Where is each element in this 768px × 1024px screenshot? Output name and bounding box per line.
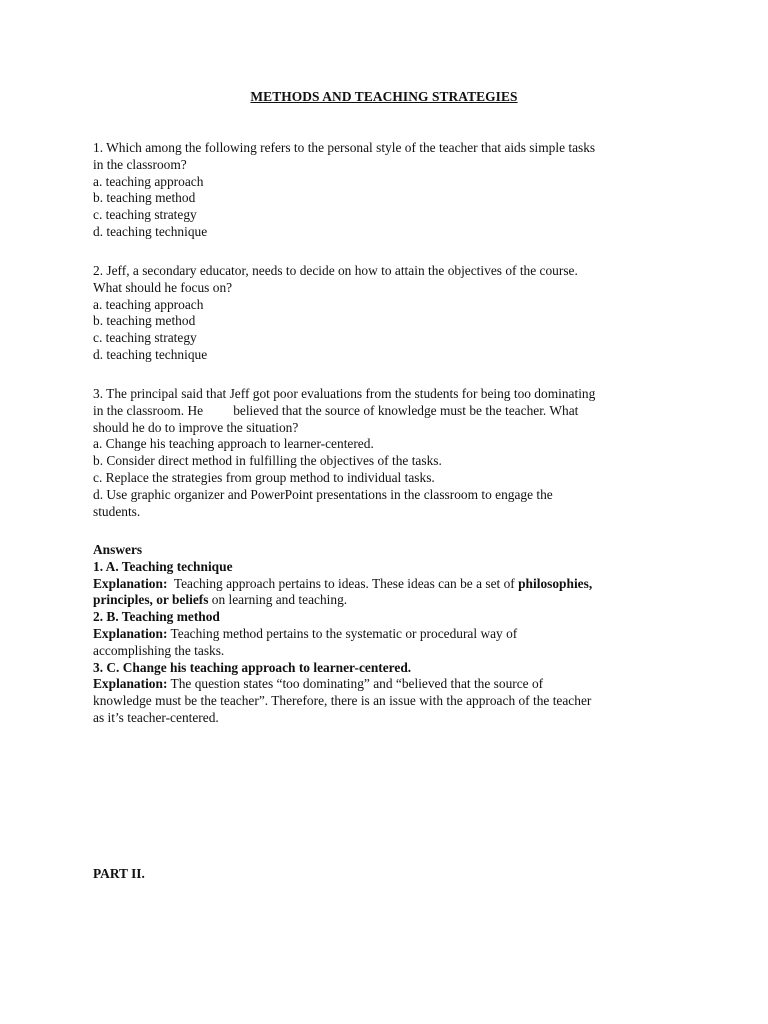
- question-2-option-c: c. teaching strategy: [93, 330, 197, 346]
- question-3-text-line-1: 3. The principal said that Jeff got poor evaluations from the students for being too dominating: [93, 386, 596, 401]
- question-2-text-line-1: 2. Jeff, a secondary educator, needs to decide on how to attain the objectives of the course.: [93, 263, 578, 278]
- question-2-option-a: a. teaching approach: [93, 296, 204, 312]
- question-3-option-d: d. Use graphic organizer and PowerPoint presentations in the classroom to engage the: [93, 486, 553, 502]
- question-3-option-b: b. Consider direct method in fulfilling the objectives of the tasks.: [93, 453, 442, 469]
- document-title: METHODS AND TEACHING STRATEGIES: [250, 89, 518, 104]
- explanation-text: The question states “too dominating” and “believed that the source of: [167, 676, 544, 692]
- explanation-2-line-2: accomplishing the tasks.: [93, 642, 225, 658]
- answer-2: 2. B. Teaching method: [93, 609, 220, 625]
- question-2-option-b: b. teaching method: [93, 313, 196, 329]
- explanation-text: Teaching method pertains to the systematic or procedural way of: [167, 625, 518, 641]
- explanation-text: on learning and teaching.: [208, 592, 348, 608]
- question-1: [93, 140, 683, 241]
- explanation-emphasis: philosophies,: [518, 575, 593, 591]
- explanation-label: Explanation:: [93, 625, 168, 641]
- question-3-option-d-continued: students.: [93, 503, 141, 519]
- question-1-option-b: b. teaching method: [93, 190, 196, 206]
- question-1-text-line-1: 1. Which among the following refers to the personal style of the teacher that aids simple tasks: [93, 140, 596, 155]
- explanation-3-line-3: as it’s teacher-centered.: [93, 709, 219, 725]
- explanation-emphasis: principles, or beliefs: [93, 592, 209, 608]
- answers-heading: Answers: [93, 542, 143, 557]
- explanation-1-line-1: [93, 576, 683, 593]
- question-3-option-c: c. Replace the strategies from group method to individual tasks.: [93, 469, 435, 485]
- answer-3: 3. C. Change his teaching approach to learner-centered.: [93, 659, 412, 675]
- explanation-1-line-2: [93, 592, 683, 609]
- explanation-text: Teaching approach pertains to ideas. These ideas can be a set of: [167, 575, 519, 591]
- explanation-label: Explanation:: [93, 676, 168, 692]
- explanation-3-line-1: [93, 676, 683, 693]
- question-2: [93, 263, 683, 364]
- question-1-option-a: a. teaching approach: [93, 173, 204, 189]
- explanation-2-line-1: [93, 626, 683, 643]
- explanation-3-line-2: knowledge must be the teacher”. Therefore, there is an issue with the approach of the teacher: [93, 693, 592, 709]
- question-3-option-a: a. Change his teaching approach to learner-centered.: [93, 436, 374, 452]
- part-2-heading: PART II.: [93, 866, 145, 881]
- question-1-option-d: d. teaching technique: [93, 223, 208, 239]
- question-3-text-line-3: should he do to improve the situation?: [93, 419, 299, 435]
- question-3-text-line-2: in the classroom. He believed that the source of knowledge must be the teacher. What: [93, 402, 579, 418]
- explanation-label: Explanation:: [93, 575, 168, 591]
- question-2-text-line-2: What should he focus on?: [93, 279, 233, 295]
- question-3: [93, 386, 683, 520]
- answers-section: [93, 542, 683, 727]
- question-1-text-line-2: in the classroom?: [93, 156, 187, 172]
- question-1-option-c: c. teaching strategy: [93, 207, 197, 223]
- question-2-option-d: d. teaching technique: [93, 346, 208, 362]
- answer-1: 1. A. Teaching technique: [93, 558, 233, 574]
